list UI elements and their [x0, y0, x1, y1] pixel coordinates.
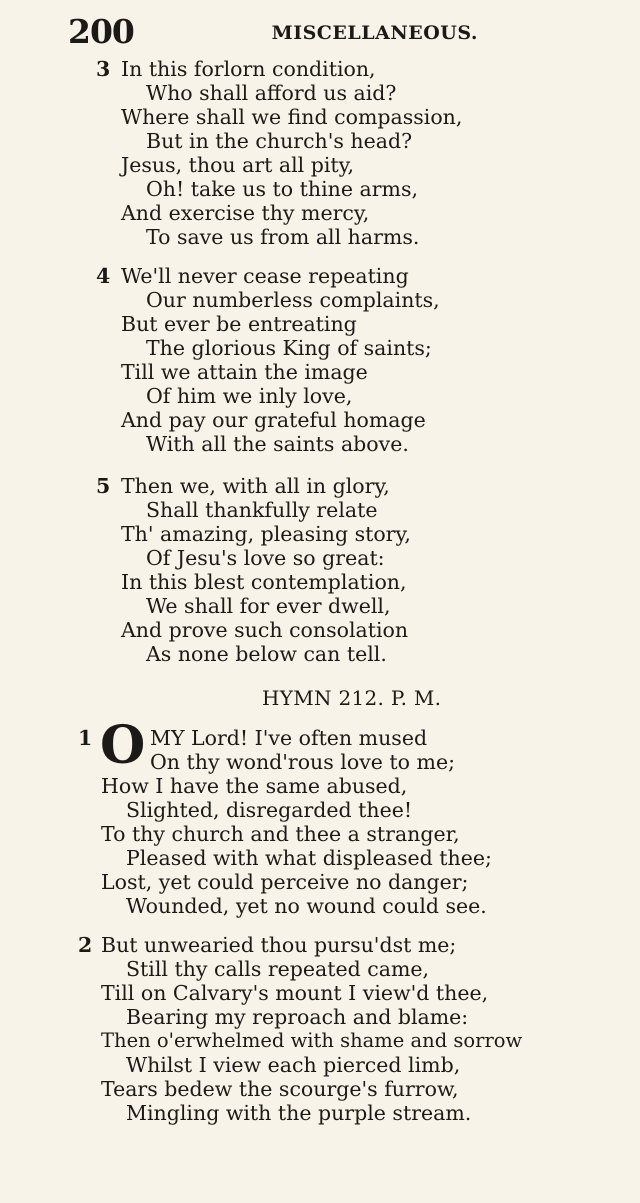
verse-number: 3 — [96, 57, 111, 81]
verse-line: To thy church and thee a stranger, — [101, 822, 460, 846]
verse-number: 5 — [96, 474, 111, 498]
verse-line: Still thy calls repeated came, — [126, 957, 430, 981]
verse-line: As none below can tell. — [146, 642, 387, 666]
hymn-title: HYMN 212. P. M. — [262, 686, 442, 710]
verse-line: Bearing my reproach and blame: — [126, 1005, 469, 1029]
verse-line: MY Lord! I've often mused — [150, 726, 428, 750]
verse-line: Lost, yet could perceive no danger; — [101, 870, 469, 894]
verse-line: But ever be entreating — [121, 312, 357, 336]
verse-line: In this blest contemplation, — [121, 570, 407, 594]
verse-line: Who shall afford us aid? — [146, 81, 397, 105]
verse-line: With all the saints above. — [146, 432, 409, 456]
verse-line: And exercise thy mercy, — [121, 201, 370, 225]
verse-line: Whilst I view each pierced limb, — [126, 1053, 461, 1077]
verse-line: We shall for ever dwell, — [146, 594, 391, 618]
verse-line: How I have the same abused, — [101, 774, 408, 798]
verse-line: And pay our grateful homage — [121, 408, 426, 432]
section-title: MISCELLANEOUS. — [271, 22, 478, 44]
verse-line: Till we attain the image — [121, 360, 368, 384]
verse-line: On thy wond'rous love to me; — [150, 750, 455, 774]
verse-line: Shall thankfully relate — [146, 498, 378, 522]
verse-number: 2 — [78, 933, 93, 957]
verse-line: Pleased with what displeased thee; — [126, 846, 492, 870]
verse-line: And prove such consolation — [121, 618, 409, 642]
verse-line: Then o'erwhelmed with shame and sorrow — [101, 1029, 523, 1052]
verse-line: Of him we inly love, — [146, 384, 353, 408]
verse-line: Till on Calvary's mount I view'd thee, — [101, 981, 489, 1005]
running-head — [68, 12, 478, 52]
verse-number: 1 — [78, 726, 93, 750]
verse-line: But unwearied thou pursu'dst me; — [101, 933, 457, 957]
verse-line: Th' amazing, pleasing story, — [121, 522, 411, 546]
verse-line: We'll never cease repeating — [121, 264, 409, 288]
verse-line: But in the church's head? — [146, 129, 413, 153]
verse-line: Of Jesu's love so great: — [146, 546, 385, 570]
verse-line: Wounded, yet no wound could see. — [126, 894, 487, 918]
verse-line: Oh! take us to thine arms, — [146, 177, 418, 201]
verse-line: Then we, with all in glory, — [121, 474, 390, 498]
drop-cap: O — [100, 715, 146, 776]
verse-line: Slighted, disregarded thee! — [126, 798, 413, 822]
verse-line: In this forlorn condition, — [121, 57, 376, 81]
verse-line: Where shall we find compassion, — [121, 105, 463, 129]
verse-number: 4 — [96, 264, 111, 288]
verse-line: Mingling with the purple stream. — [126, 1101, 472, 1125]
verse-line: The glorious King of saints; — [146, 336, 432, 360]
verse-line: To save us from all harms. — [146, 225, 420, 249]
verse-line: Our numberless complaints, — [146, 288, 440, 312]
verse-line: Jesus, thou art all pity, — [121, 153, 355, 177]
page-number: 200 — [68, 12, 134, 51]
verse-line: Tears bedew the scourge's furrow, — [101, 1077, 459, 1101]
